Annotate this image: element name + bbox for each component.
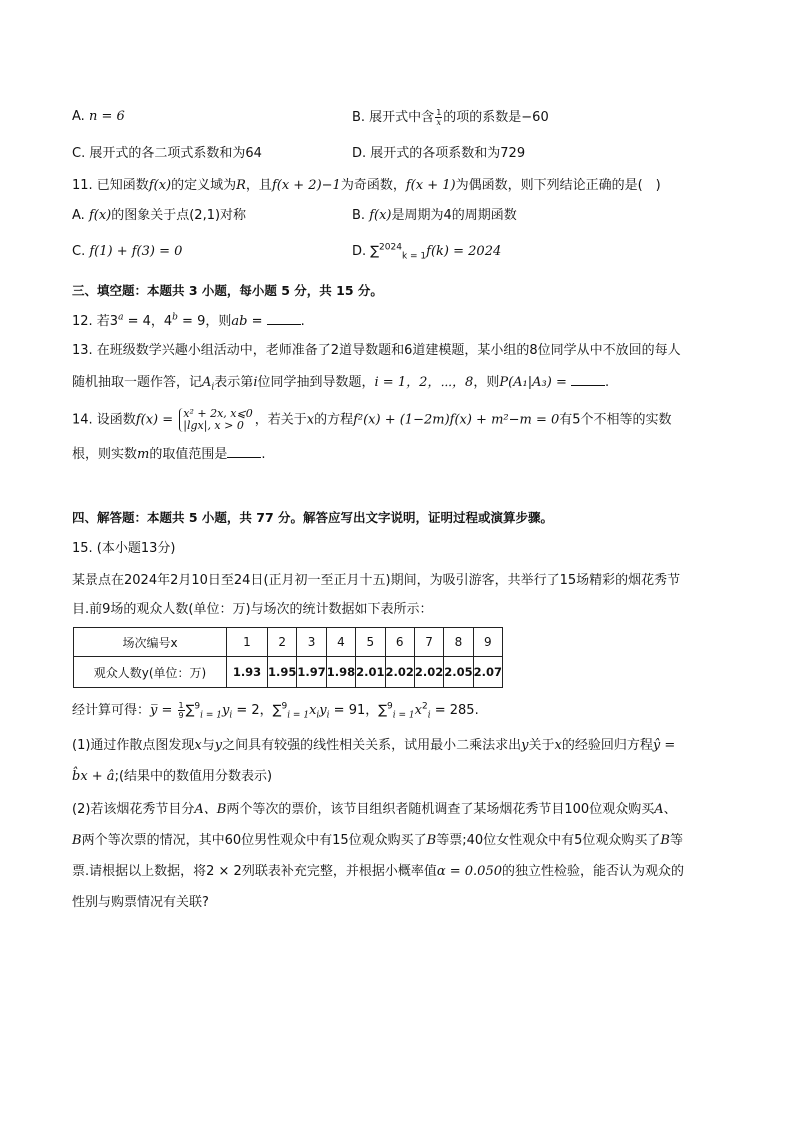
cell-y: 1.93 — [227, 657, 268, 688]
text: ，则 — [473, 375, 500, 390]
q15-calc — [72, 701, 479, 720]
cell-y: 1.98 — [326, 657, 355, 688]
table-row-x — [74, 628, 503, 657]
q13-line-2 — [72, 373, 609, 392]
math-expr: m — [137, 447, 150, 462]
q11-option-a — [72, 207, 246, 225]
cell-x: 2 — [268, 628, 297, 657]
option-text: 的项的系数是−60 — [443, 110, 549, 125]
text: 与 — [201, 738, 215, 753]
text: 根，则实数 — [72, 447, 138, 462]
text: 的定义域为 — [171, 178, 237, 193]
math-expr: ab — [231, 314, 248, 329]
q10-option-a — [72, 108, 125, 126]
text: 等 — [669, 833, 683, 848]
math-expr: f²(x) + (1−2m)f(x) + m²−m = 0 — [353, 412, 560, 428]
text: = 4，4 — [123, 314, 173, 329]
table-row-y — [74, 657, 503, 688]
text: = 9，则 — [177, 314, 232, 329]
math-expr: n = 6 — [88, 109, 125, 124]
piecewise-brace — [179, 408, 252, 432]
q14-line-2 — [72, 445, 266, 464]
math-expr: f(x) — [369, 208, 392, 223]
math-expr: x — [194, 738, 202, 753]
cell-x: 8 — [444, 628, 473, 657]
cell-x: 1 — [227, 628, 268, 657]
text: = — [247, 314, 267, 329]
cell-y: 2.07 — [473, 657, 502, 688]
q10-option-b — [352, 108, 549, 127]
data-table — [73, 627, 503, 688]
answer-blank[interactable] — [571, 373, 605, 386]
row-label-y: 观众人数y(单位：万) — [74, 657, 227, 688]
math-expr: f(x + 1) — [405, 178, 456, 193]
text: 的独立性检验，能否认为观众的 — [502, 864, 685, 879]
text: 为奇函数， — [340, 178, 406, 193]
option-label: C. — [72, 244, 90, 259]
math-expr: f(1) + f(3) = 0 — [89, 244, 183, 259]
superscript: 2 — [421, 701, 428, 712]
subscript: k = 1 — [401, 251, 427, 262]
text: 关于 — [528, 738, 555, 753]
text: 12. 若3 — [72, 314, 119, 329]
text: ，若关于 — [254, 412, 307, 428]
text: ，且 — [245, 178, 272, 193]
subscript: i = 1 — [200, 710, 222, 721]
superscript: 9 — [387, 701, 393, 712]
text: 经计算可得： — [72, 703, 151, 718]
q15-intro-1: 某景点在2024年2月10日至24日(正月初一至正月十五)期间，为吸引游客，共举行了15场精彩的烟花秀节 — [72, 573, 681, 588]
superscript: a — [118, 312, 124, 323]
text: 之间具有较强的线性相关关系，试用最小二乘法求出 — [222, 738, 522, 753]
math-expr: x — [309, 703, 317, 718]
cell-x: 5 — [356, 628, 385, 657]
superscript: 9 — [281, 701, 288, 712]
cell-x: 9 — [473, 628, 502, 657]
cell-x: 3 — [297, 628, 326, 657]
text: ;(结果中的数值用分数表示) — [114, 769, 273, 784]
text: (2)若该烟花秀节目分 — [72, 802, 195, 817]
q10-option-c: C. 展开式的各二项式系数和为64 — [72, 146, 262, 161]
superscript: 9 — [194, 701, 201, 712]
math-expr: x — [306, 412, 315, 428]
text: 两个等次的票价，该节目组织者随机调查了某场烟花秀节目100位观众购买 — [226, 802, 655, 817]
math-expr: f(x + 2)−1 — [271, 178, 341, 193]
piece-1: x² + 2x, x⩽0 — [183, 407, 253, 420]
text: . — [604, 375, 610, 390]
text: = 2，∑ — [232, 703, 282, 718]
q14-line-1 — [72, 408, 672, 432]
option-label: B. — [352, 208, 370, 223]
math-expr: y — [222, 703, 230, 718]
row-label-x: 场次编号x — [74, 628, 227, 657]
math-expr: B — [426, 833, 437, 848]
math-expr: A、B — [194, 802, 227, 817]
option-label: A. — [72, 109, 89, 124]
q12 — [72, 312, 305, 331]
q13-line-1: 13. 在班级数学兴趣小组活动中，老师准备了2道导数题和6道建模题，某小组的8位同学从中不放回的每人 — [72, 343, 681, 358]
math-expr: R — [236, 178, 246, 193]
text: 两个等次票的情况，其中60位男性观众中有15位观众购买了 — [81, 833, 427, 848]
q11-option-d — [352, 243, 501, 261]
section-4-title: 四、解答题：本题共 5 小题，共 77 分。解答应写出文字说明，证明过程或演算步骤。 — [72, 510, 554, 525]
text: 为偶函数，则下列结论正确的是( ) — [455, 178, 661, 193]
q15-part1-line-2 — [72, 768, 272, 786]
math-expr: x — [554, 738, 562, 753]
text: 的经验回归方程 — [561, 738, 653, 753]
q15-part2-line-1 — [72, 801, 677, 819]
math-expr: i — [253, 375, 258, 390]
denominator: x — [436, 118, 441, 127]
option-label: D. ∑ — [352, 244, 380, 259]
denominator: 9 — [178, 711, 184, 720]
section-3-title: 三、填空题：本题共 3 小题，每小题 5 分，共 15 分。 — [72, 283, 383, 298]
subscript: i — [326, 710, 330, 721]
math-expr: y — [214, 738, 223, 753]
q15-part1-line-1 — [72, 737, 675, 755]
fraction — [435, 108, 442, 127]
option-text: B. 展开式中含 — [352, 110, 435, 125]
math-expr: A — [202, 375, 212, 390]
cell-y: 1.97 — [297, 657, 326, 688]
math-expr: y — [521, 738, 529, 753]
q11-option-c — [72, 243, 182, 261]
text: 的取值范围是 — [149, 447, 228, 462]
text: 等票;40位女性观众中有5位观众购买了 — [436, 833, 661, 848]
text: 14. 设函数 — [72, 412, 136, 428]
math-expr: f(x) — [148, 178, 172, 193]
subscript: i — [211, 382, 215, 393]
numerator: 1 — [436, 108, 442, 117]
cell-y: 1.95 — [268, 657, 297, 688]
q15-intro-2: 目.前9场的观众人数(单位：万)与场次的统计数据如下表所示： — [72, 602, 433, 617]
cell-y: 2.02 — [385, 657, 414, 688]
text: 、 — [663, 802, 677, 817]
math-expr: f(x) — [88, 208, 112, 223]
answer-blank[interactable] — [227, 445, 261, 458]
text: 票.请根据以上数据，将2 × 2列联表补充完整，并根据小概率值 — [72, 864, 437, 879]
q11-stem — [72, 177, 661, 195]
math-expr: B — [660, 833, 670, 848]
cell-y: 2.02 — [414, 657, 443, 688]
piece-2: |lgx|, x > 0 — [183, 419, 244, 432]
q10-option-d: D. 展开式的各项系数和为729 — [352, 146, 526, 161]
math-expr: B — [72, 833, 82, 848]
text: = 91，∑ — [329, 703, 388, 718]
superscript: 2024 — [379, 242, 402, 253]
option-label: A. — [72, 208, 89, 223]
math-expr: b̂x + â — [72, 769, 115, 784]
math-expr: α = 0.050 — [436, 864, 502, 879]
math-expr: y — [319, 703, 327, 718]
text: 11. 已知函数 — [72, 178, 149, 193]
q15-part2-line-2 — [72, 832, 683, 850]
q15-part2-line-4: 性别与购票情况有关联? — [72, 895, 209, 910]
q11-option-b — [352, 207, 517, 225]
text: . — [300, 314, 305, 329]
cell-x: 7 — [414, 628, 443, 657]
subscript: i — [316, 710, 320, 721]
answer-blank[interactable] — [267, 312, 301, 325]
subscript: i — [229, 710, 233, 721]
option-text: 是周期为4的周期函数 — [391, 208, 517, 223]
q15-part2-line-3 — [72, 863, 684, 881]
text: 有5个不相等的实数 — [559, 412, 672, 428]
math-expr: ŷ = — [652, 738, 676, 753]
cell-x: 4 — [326, 628, 355, 657]
numerator: 1 — [178, 701, 184, 710]
math-expr: y̅ = — [150, 703, 177, 718]
text: 表示第 — [214, 375, 254, 390]
text: (1)通过作散点图发现 — [72, 738, 195, 753]
math-expr: A — [654, 802, 664, 817]
cell-x: 6 — [385, 628, 414, 657]
option-text: 的图象关于点(2,1)对称 — [111, 208, 247, 223]
text: 随机抽取一题作答，记 — [72, 375, 203, 390]
cell-y: 2.01 — [356, 657, 385, 688]
fraction — [178, 701, 185, 720]
superscript: b — [172, 312, 178, 323]
text: 的方程 — [314, 412, 354, 428]
subscript: i = 1 — [392, 710, 415, 721]
q15-header: 15. (本小题13分) — [72, 541, 176, 556]
sum-symbol: ∑ — [185, 703, 195, 718]
subscript: i — [427, 710, 431, 721]
math-expr: f(x) = — [135, 412, 178, 428]
text: 位同学抽到导数题， — [257, 375, 375, 390]
math-expr: f(k) = 2024 — [426, 244, 502, 259]
text: . — [261, 447, 266, 462]
subscript: i = 1 — [287, 710, 310, 721]
math-expr: i = 1，2，⋯，8 — [374, 375, 474, 390]
cell-y: 2.05 — [444, 657, 473, 688]
math-expr: P(A₁|A₃) = — [499, 375, 571, 390]
math-expr: x — [414, 703, 422, 718]
text: = 285. — [430, 703, 479, 718]
